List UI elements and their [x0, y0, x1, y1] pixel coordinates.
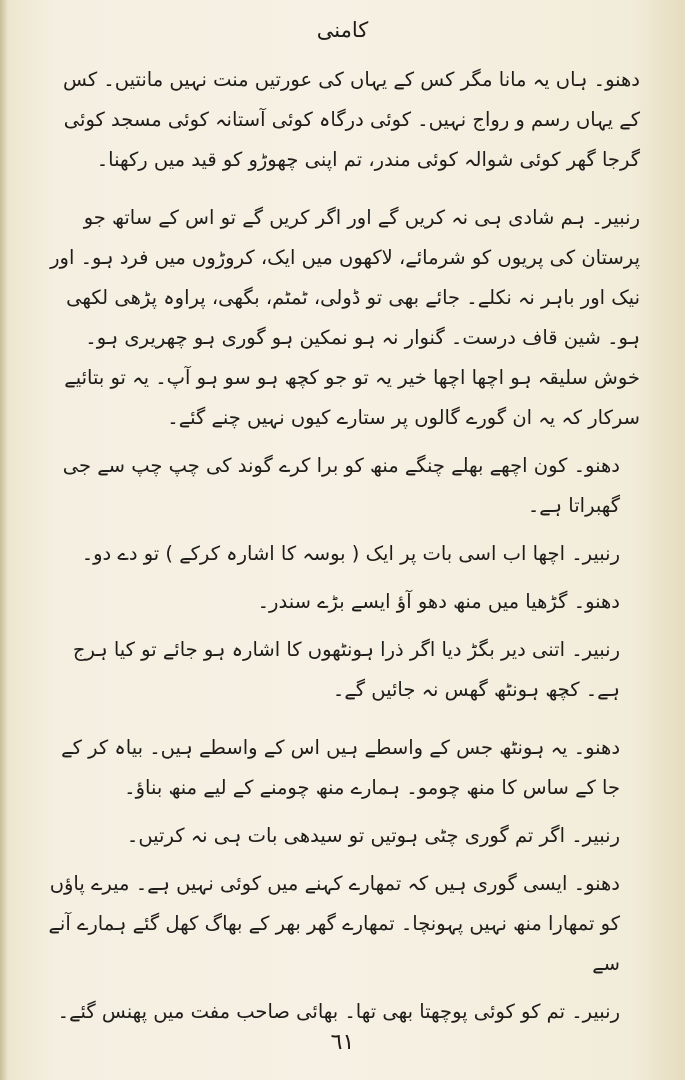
paragraph-3: دھنو۔ کون اچھے بھلے چنگے منھ کو برا کرے گوند کی چپ چپ سے جی گھبراتا ہے۔ [62, 454, 620, 517]
page-body [48, 60, 658, 1032]
page-number: ٦١ [330, 1030, 355, 1055]
page-binding-shadow [0, 0, 8, 1080]
paragraph-9: دھنو۔ ایسی گوری ہیں کہ تمھارے کہنے میں کوئی نہیں ہے۔ میرے پاؤں کو تمھارا منھ نہیں پہونچا۔ تمھارے گھر بھر کے بھاگ کھل گئے ہمارے آنے سے [48, 872, 620, 975]
paragraph-8: رنبیر۔ اگر تم گوری چٹی ہوتیں تو سیدھی بات ہی نہ کرتیں۔ [126, 824, 620, 847]
paragraph-5: دھنو۔ گڑھیا میں منھ دھو آؤ ایسے بڑے سندر۔ [257, 590, 620, 613]
paragraph-10: رنبیر۔ تم کو کوئی پوچھتا بھی تھا۔ بھائی صاحب مفت میں پھنس گئے۔ [57, 1000, 620, 1023]
paragraph-2: رنبیر۔ ہم شادی ہی نہ کریں گے اور اگر کریں گے تو اس کے ساتھ جو پرستان کی پریوں کو شرمائے، لاکھوں میں ایک، کروڑوں میں فرد ہو۔ اور نیک اور باہر نہ نکلے۔ جائے بھی تو ڈولی، ٹمٹم، بگھی، پراوہ پڑھی لکھی ہو۔ شین قاف درست۔ گنوار نہ ہو نمکین ہو گوری ہو چھریری ہو۔ خوش سلیقہ ہو اچھا اچھا خیر یہ تو جو کچھ ہو سو ہو آپ۔ یہ تو بتائیے سرکار کہ یہ ان گورے گالوں پر ستارے کیوں نہیں چنے گئے۔ [50, 206, 640, 429]
paragraph-7: دھنو۔ یہ ہونٹھ جس کے واسطے ہیں اس کے واسطے ہیں۔ بیاہ کر کے جا کے ساس کا منھ چومو۔ ہمارے منھ چومنے کے لیے منھ بناؤ۔ [61, 736, 620, 799]
paragraph-4: رنبیر۔ اچھا اب اسی بات پر ایک ( بوسہ کا اشارہ کرکے ) تو دے دو۔ [81, 542, 620, 565]
paragraph-6: رنبیر۔ اتنی دیر بگڑ دیا اگر ذرا ہونٹھوں کا اشارہ ہو جائے تو کیا ہرج ہے۔ کچھ ہونٹھ گھس نہ جائیں گے۔ [72, 638, 620, 701]
running-header: کامنی [316, 18, 369, 42]
paragraph-1: دھنو۔ ہاں یہ مانا مگر کس کے یہاں کی عورتیں منت نہیں مانتیں۔ کس کے یہاں رسم و رواج نہیں۔ کوئی درگاہ کوئی آستانہ کوئی مسجد کوئی گرجا گھر کوئی شوالہ کوئی مندر، تم اپنی چھوڑو کو قید میں رکھنا۔ [62, 68, 640, 171]
